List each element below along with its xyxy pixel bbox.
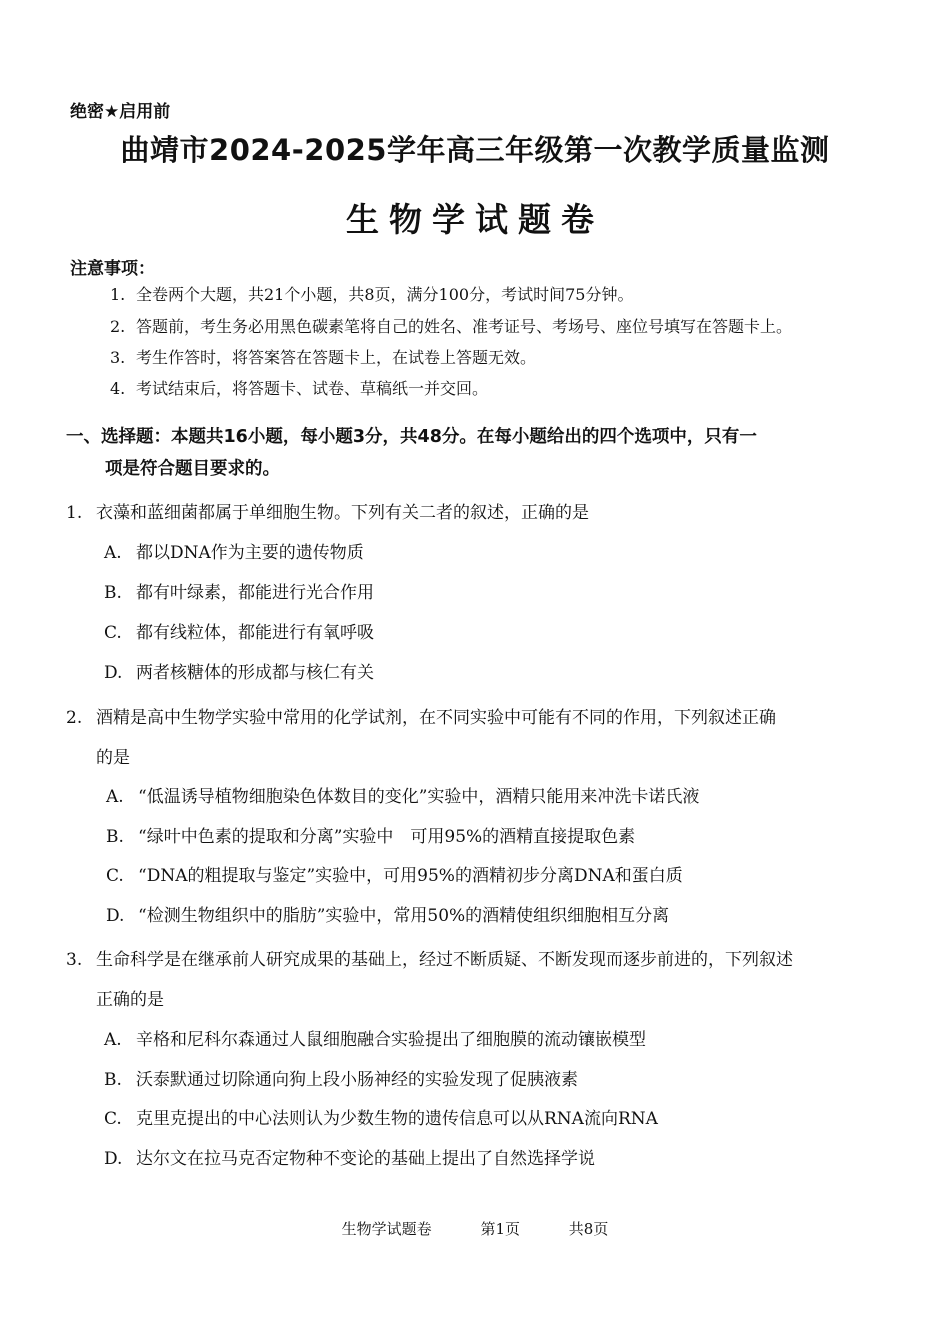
footer-doc-name: 生物学试题卷 xyxy=(341,1220,432,1238)
option: A. 辛格和尼科尔森通过人鼠细胞融合实验提出了细胞膜的流动镶嵌模型 xyxy=(104,1030,646,1050)
option: C. “DNA的粗提取与鉴定”实验中，可用95%的酒精初步分离DNA和蛋白质 xyxy=(106,866,683,886)
notice-heading: 注意事项： xyxy=(70,259,155,279)
option: B. “绿叶中色素的提取和分离”实验中 可用95%的酒精直接提取色素 xyxy=(106,827,636,847)
option: C. 克里克提出的中心法则认为少数生物的遗传信息可以从RNA流向RNA xyxy=(104,1109,658,1129)
option: D. 两者核糖体的形成都与核仁有关 xyxy=(104,663,374,683)
option: B. 沃泰默通过切除通向狗上段小肠神经的实验发现了促胰液素 xyxy=(104,1070,578,1090)
option: A. “低温诱导植物细胞染色体数目的变化”实验中，酒精只能用来冲洗卡诺氏液 xyxy=(106,787,700,807)
page-footer xyxy=(0,1218,950,1239)
exam-subtitle: 生物学试题卷 xyxy=(346,200,604,239)
notice-item: 2. 答题前，考生务必用黑色碳素笔将自己的姓名、准考证号、考场号、座位号填写在答题卡上。 xyxy=(110,317,793,336)
option: D. “检测生物组织中的脂肪”实验中，常用50%的酒精使组织细胞相互分离 xyxy=(106,906,670,926)
question-stem: 2. 酒精是高中生物学实验中常用的化学试剂，在不同实验中可能有不同的作用，下列叙述正确 xyxy=(66,708,776,728)
notice-item: 3. 考生作答时，将答案答在答题卡上，在试卷上答题无效。 xyxy=(110,348,537,367)
section-heading: 一、选择题：本题共16小题，每小题3分，共48分。在每小题给出的四个选项中，只有一 项是符合题目要求的。 xyxy=(66,427,757,479)
secret-mark: 绝密★启用前 xyxy=(70,102,171,122)
option: C. 都有线粒体，都能进行有氧呼吸 xyxy=(104,623,374,643)
question-stem: 1. 衣藻和蓝细菌都属于单细胞生物。下列有关二者的叙述，正确的是 xyxy=(66,503,589,523)
question-stem-continued: 正确的是 xyxy=(96,990,164,1010)
footer-page-total: 共8页 xyxy=(568,1220,609,1238)
question-stem: 3. 生命科学是在继承前人研究成果的基础上，经过不断质疑、不断发现而逐步前进的，下列叙述 xyxy=(66,950,793,970)
notice-item: 4. 考试结束后，将答题卡、试卷、草稿纸一并交回。 xyxy=(110,379,489,398)
exam-title: 曲靖市2024-2025学年高三年级第一次教学质量监测 xyxy=(120,133,830,167)
question-stem-continued: 的是 xyxy=(96,748,130,768)
footer-page-number: 第1页 xyxy=(480,1220,520,1238)
option: D. 达尔文在拉马克否定物种不变论的基础上提出了自然选择学说 xyxy=(104,1149,595,1169)
option: A. 都以DNA作为主要的遗传物质 xyxy=(104,543,364,563)
option: B. 都有叶绿素，都能进行光合作用 xyxy=(104,583,374,603)
notice-item: 1. 全卷两个大题，共21个小题，共8页，满分100分，考试时间75分钟。 xyxy=(110,285,634,304)
